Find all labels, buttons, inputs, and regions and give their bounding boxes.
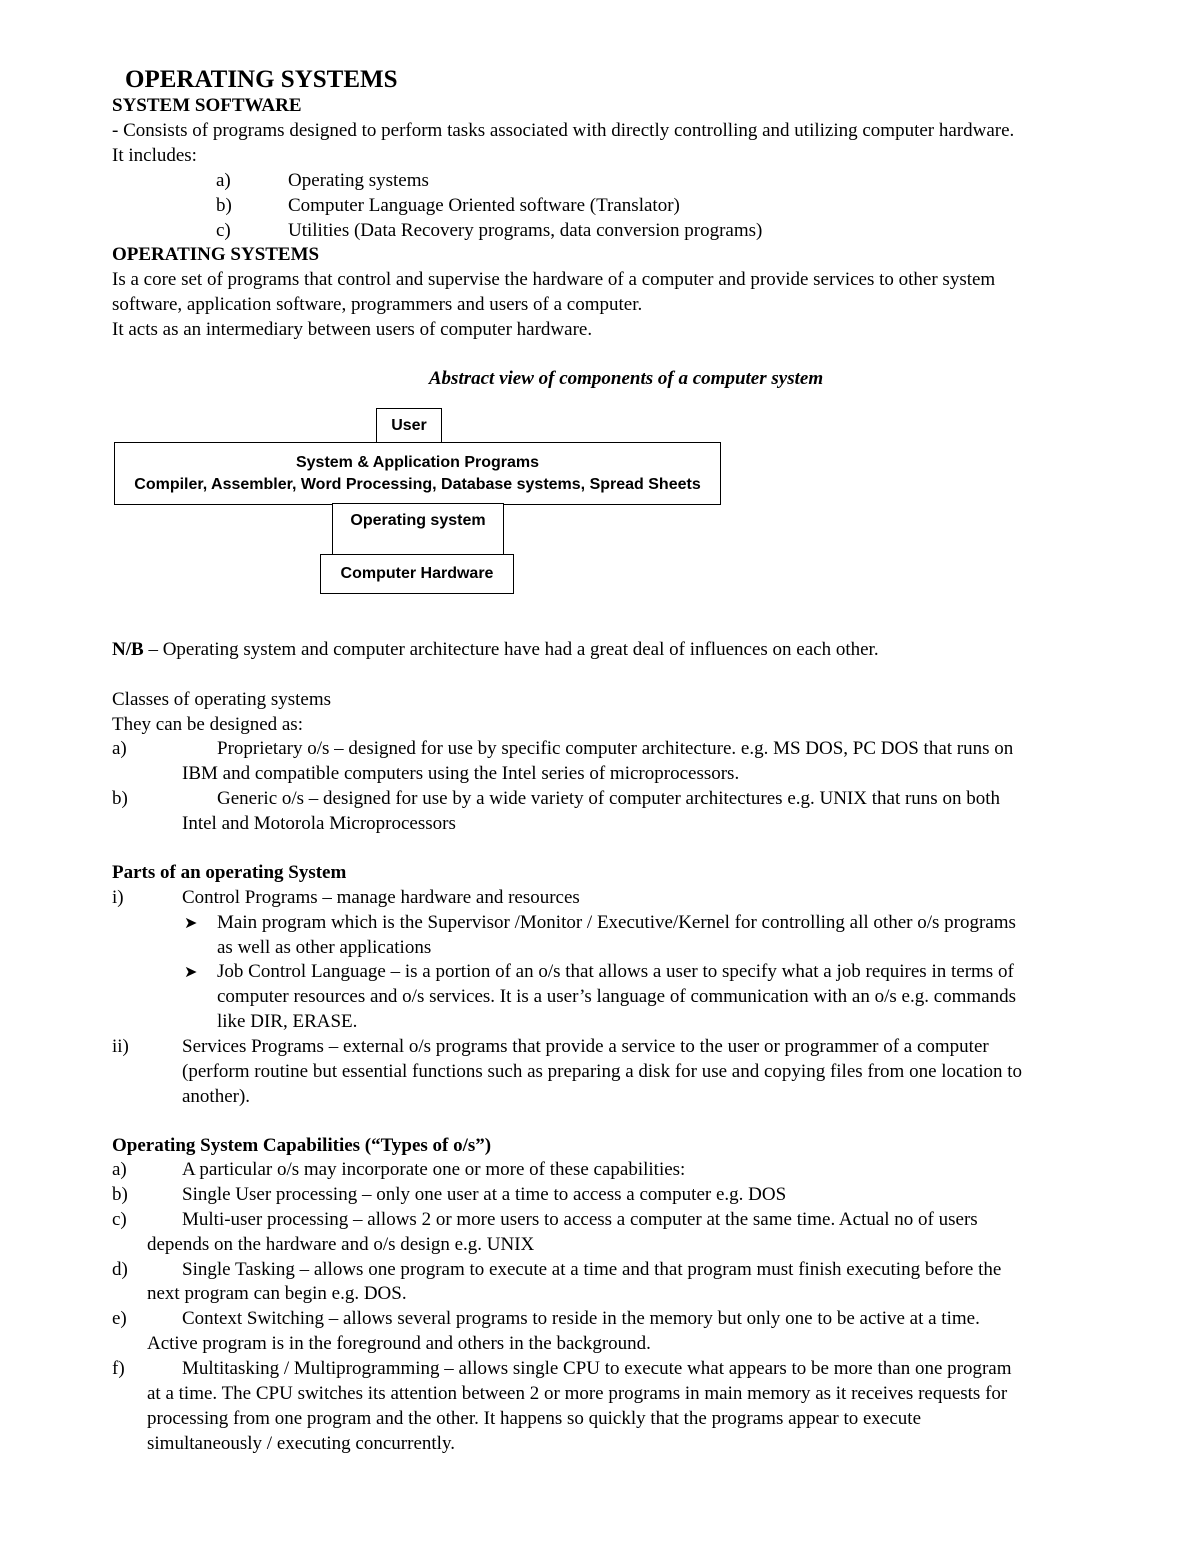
list-item: Computer Language Oriented software (Translator): [288, 195, 680, 216]
list-item-marker: a): [112, 1159, 127, 1180]
diagram-box-hardware: [320, 554, 514, 594]
list-item-marker: ii): [112, 1036, 129, 1057]
operating-systems-heading: OPERATING SYSTEMS: [112, 244, 320, 265]
arrow-bullet-icon: ➤: [184, 913, 198, 932]
list-item: Intel and Motorola Microprocessors: [182, 813, 456, 834]
nb-label: N/B: [112, 639, 144, 660]
list-item: Utilities (Data Recovery programs, data conversion programs): [288, 220, 763, 241]
list-item: Services Programs – external o/s programs that provide a service to the user or programmer of a computer: [182, 1036, 989, 1057]
diagram-box-applications: [114, 442, 721, 505]
parts-heading: Parts of an operating System: [112, 862, 347, 883]
list-item: Single Tasking – allows one program to execute at a time and that program must finish executing before the: [182, 1259, 1002, 1280]
list-item-marker: a): [112, 738, 127, 759]
list-item: Operating systems: [288, 170, 429, 191]
list-item: processing from one program and the other. It happens so quickly that the programs appear to execute: [147, 1408, 922, 1429]
list-item-marker: a): [216, 170, 231, 191]
diagram-label-applications: System & Application Programs: [295, 454, 540, 471]
list-item-marker: c): [216, 220, 231, 241]
list-item: Multitasking / Multiprogramming – allows single CPU to execute what appears to be more than one program: [182, 1358, 1012, 1379]
os-definition-line: It acts as an intermediary between users of computer hardware.: [112, 319, 593, 340]
diagram-label-operating-system: Operating system: [350, 512, 486, 529]
list-item-marker: e): [112, 1308, 127, 1329]
list-item: (perform routine but essential functions such as preparing a disk for use and copying files from one location to: [182, 1061, 1022, 1082]
list-item: another).: [182, 1086, 251, 1107]
list-item-marker: b): [112, 1184, 128, 1205]
list-item: Single User processing – only one user at a time to access a computer e.g. DOS: [182, 1184, 787, 1205]
nb-note: [112, 638, 879, 662]
nb-text: – Operating system and computer architecture have had a great deal of influences on each other.: [143, 639, 879, 660]
list-item-marker: d): [112, 1259, 128, 1280]
list-item: Multi-user processing – allows 2 or more users to access a computer at the same time. Actual no of users: [182, 1209, 978, 1230]
classes-intro: They can be designed as:: [112, 714, 303, 735]
list-item: Generic o/s – designed for use by a wide variety of computer architectures e.g. UNIX that runs on both: [217, 788, 1000, 809]
system-software-heading: SYSTEM SOFTWARE: [112, 95, 302, 116]
list-item: A particular o/s may incorporate one or more of these capabilities:: [182, 1159, 686, 1180]
list-item: like DIR, ERASE.: [217, 1011, 358, 1032]
os-definition-line: software, application software, programmers and users of a computer.: [112, 294, 643, 315]
diagram-box-user: [376, 408, 442, 444]
diagram-label-user: User: [391, 417, 427, 434]
list-item-marker: c): [112, 1209, 127, 1230]
list-item-marker: b): [112, 788, 128, 809]
system-software-desc: - Consists of programs designed to perform tasks associated with directly controlling and utilizing computer hardware.: [112, 120, 1015, 141]
arrow-bullet-icon: ➤: [184, 962, 198, 981]
list-item: Control Programs – manage hardware and resources: [182, 887, 580, 908]
list-item: next program can begin e.g. DOS.: [147, 1283, 407, 1304]
list-item: simultaneously / executing concurrently.: [147, 1433, 455, 1454]
capabilities-heading: Operating System Capabilities (“Types of o/s”): [112, 1135, 492, 1156]
page-title: OPERATING SYSTEMS: [125, 66, 398, 93]
os-definition-line: Is a core set of programs that control and supervise the hardware of a computer and provide services to other system: [112, 269, 996, 290]
diagram-box-operating-system: [332, 503, 504, 555]
list-item: Context Switching – allows several programs to reside in the memory but only one to be active at a time.: [182, 1308, 980, 1329]
diagram-label-hardware: Computer Hardware: [340, 565, 494, 582]
list-item: Main program which is the Supervisor /Monitor / Executive/Kernel for controlling all other o/s programs: [217, 912, 1016, 933]
diagram-label-applications-examples: Compiler, Assembler, Word Processing, Database systems, Spread Sheets: [134, 476, 701, 493]
list-item: Job Control Language – is a portion of an o/s that allows a user to specify what a job requires in terms of: [217, 961, 1014, 982]
list-item: depends on the hardware and o/s design e.g. UNIX: [147, 1234, 535, 1255]
list-item: IBM and compatible computers using the Intel series of microprocessors.: [182, 763, 740, 784]
list-item: as well as other applications: [217, 937, 432, 958]
list-item: computer resources and o/s services. It is a user’s language of communication with an o/s e.g. commands: [217, 986, 1017, 1007]
list-item-marker: i): [112, 887, 124, 908]
list-item: Proprietary o/s – designed for use by specific computer architecture. e.g. MS DOS, PC DOS that runs on: [217, 738, 1014, 759]
diagram-caption: Abstract view of components of a computer system: [428, 368, 824, 389]
list-item: Active program is in the foreground and others in the background.: [147, 1333, 651, 1354]
system-software-includes: It includes:: [112, 145, 197, 166]
list-item: at a time. The CPU switches its attention between 2 or more programs in main memory as it receives requests for: [147, 1383, 1008, 1404]
list-item-marker: b): [216, 195, 232, 216]
classes-heading: Classes of operating systems: [112, 689, 332, 710]
list-item-marker: f): [112, 1358, 125, 1379]
